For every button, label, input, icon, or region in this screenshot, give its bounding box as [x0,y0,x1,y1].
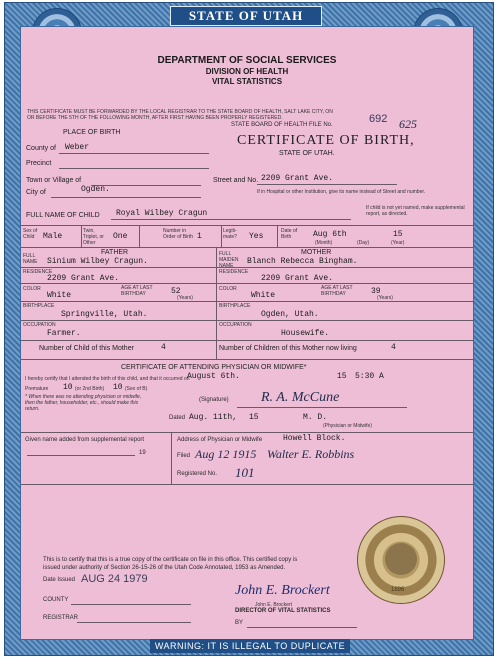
twin-label: Twin, Triplet, or Other [83,228,104,246]
children-living-value: 4 [391,343,396,352]
children-count-value: 4 [161,343,166,352]
father-occupation-value: Farmer. [47,329,81,338]
attending-year: 15 [337,372,347,381]
place-heading: PLACE OF BIRTH [63,129,121,136]
supplemental-date: 19 [139,450,146,456]
dated-label: Dated [169,415,186,421]
father-occupation-label: OCCUPATION [23,322,56,328]
father-residence-value: 2209 Grant Ave. [47,274,120,283]
by-label: BY [235,620,244,626]
mother-color-value: White [251,291,276,300]
county-footer-label: COUNTY [43,597,69,603]
mother-color-label: COLOR [219,286,237,292]
month-label: (Month) [315,240,333,246]
department-name: DEPARTMENT OF SOCIAL SERVICES [157,55,337,66]
premature-label: Premature [25,386,49,392]
hospital-note: If in Hospital or other Institution, give its name instead of Street and number. [257,189,426,195]
father-birthplace-value: Springville, Utah. [61,310,148,319]
premature-weeks: 10 [63,383,73,392]
city-label: City of [26,189,46,196]
signature-label: (Signature) [199,397,229,403]
certificate-title: CERTIFICATE OF BIRTH, [237,133,415,148]
mother-heading: MOTHER [301,249,332,256]
father-birthplace-label: BIRTHPLACE [23,303,55,309]
birth-year-value: 15 [393,230,403,239]
twin-value: One [113,232,128,241]
birth-order-label: Number in Order of Birth [163,228,194,240]
mother-name-label: FULL MAIDEN NAME [219,251,239,269]
birth-order-value: 1 [197,232,202,241]
state-banner: STATE OF UTAH [170,6,322,26]
file-number-label: STATE BOARD OF HEALTH FILE No. [231,122,333,128]
mother-residence-label: RESIDENCE [219,269,249,275]
county-label: County of [26,145,56,152]
mother-residence-value: 2209 Grant Ave. [261,274,334,283]
seal-year: 1896 [391,587,405,593]
date-issued-value: AUG 24 1979 [81,573,148,585]
filed-signature: Walter E. Robbins [267,447,355,461]
file-number-hand: 625 [399,117,417,131]
attending-time: 5:30 A [355,372,384,381]
precinct-label: Precinct [26,160,52,167]
father-age-value: 52 [171,287,181,296]
sex-label: Sex of Child [23,228,38,240]
mother-name-value: Blanch Rebecca Bingham. [247,257,358,266]
mother-occupation-value: Housewife. [281,329,330,338]
address-value: Howell Block. [283,434,346,443]
children-living-label: Number of Children of this Mother now living [219,345,357,352]
father-color-value: White [47,291,72,300]
mother-birthplace-value: Ogden, Utah. [261,310,319,319]
certify-line-1: This is to certify that this is a true copy of the certificate on file in this office. This certified copy is [43,557,298,563]
director-name: John E. Brockert [255,602,292,608]
filed-date: Aug 12 1915 [195,447,257,461]
registrar-footer-label: REGISTRAR [43,615,79,621]
date-issued-label: Date Issued [43,577,76,583]
mother-age-value: 39 [371,287,381,296]
director-signature: John E. Brockert [235,583,330,598]
city-value: Ogden. [81,185,110,194]
filed-label: Filed [177,453,191,459]
father-age-label: AGE AT LAST BIRTHDAY [121,285,153,297]
physician-title: M. D. [303,413,328,422]
child-name-note: If child is not yet named, make supplemental report, as directed. [366,205,465,217]
attending-note: * When there was no attending physician or midwife, then the father, householder, etc., should make this return. [25,394,142,412]
warning-banner: WARNING: IT IS ILLEGAL TO DUPLICATE THIS COPY [150,639,350,653]
dated-value: Aug. 11th, [189,413,238,422]
premature-months: 10 [113,383,123,392]
town-label: Town or Village of [26,177,82,184]
mother-birthplace-label: BIRTHPLACE [219,303,251,309]
father-color-label: COLOR [23,286,41,292]
sex-value: Male [43,232,63,241]
months-label: (Sex of B) [125,386,148,392]
division-name: DIVISION OF HEALTH [205,67,289,76]
notice-line-1: THIS CERTIFICATE MUST BE FORWARDED BY THE LOCAL REGISTRAR TO THE STATE BOARD OF HEALTH, SALT LAKE CITY, ON [27,109,333,115]
director-title: DIRECTOR OF VITAL STATISTICS [235,608,331,614]
legitimate-label: Legiti- mate? [223,228,237,240]
street-value: 2209 Grant Ave. [261,174,334,183]
physician-signature: R. A. McCune [261,390,340,405]
dated-year: 15 [249,413,259,422]
birth-date-label: Date of Birth [281,228,298,240]
father-name-value: Sinium Wilbey Cragun. [47,257,148,266]
children-count-label: Number of Child of this Mother [39,345,134,352]
child-name-value: Royal Wilbey Cragun [116,209,208,218]
mother-age-label: AGE AT LAST BIRTHDAY [321,285,353,297]
street-label: Street and No. [213,177,259,184]
attending-heading: CERTIFICATE OF ATTENDING PHYSICIAN OR MIDWIFE* [121,364,307,371]
mother-years-label: (Years) [377,295,393,301]
county-value: Weber [65,143,90,152]
birth-date-value: Aug 6th [313,230,347,239]
attending-birth-date: August 6th. [187,372,240,381]
legitimate-value: Yes [249,232,264,241]
day-label: (Day) [357,240,370,246]
father-years-label: (Years) [177,295,193,301]
file-number-stamp: 692 [369,113,388,125]
state-seal-icon [357,516,445,604]
father-heading: FATHER [101,249,129,256]
address-label: Address of Physician or Midwife [177,437,263,443]
physician-title-label: (Physician or Midwife) [323,423,372,429]
certificate-subtitle: STATE OF UTAH. [279,150,335,157]
mother-occupation-label: OCCUPATION [219,322,252,328]
year-label: (Year) [391,240,405,246]
attending-line-1: I hereby certify that I attended the birth of this child, and that it occurred on [25,376,190,382]
office-name: VITAL STATISTICS [211,77,283,86]
certify-line-2: issued under authority of Section 26-15-26 of the Utah Code Annotated, 1953 as Amended. [43,565,286,571]
father-name-label: FULL NAME [23,253,38,265]
father-residence-label: RESIDENCE [23,269,53,275]
registered-number: 101 [235,465,255,480]
notice-line-2: OR BEFORE THE 5TH OF THE FOLLOWING MONTH, AFTER FIRST HAVING BEEN PROPERLY REGISTERED. [27,115,283,121]
child-name-label: FULL NAME OF CHILD [26,212,100,219]
registered-label: Registered No. [177,471,218,477]
supplemental-label: Given name added from supplemental report [25,437,145,443]
weight-note: (or 2nd Birth) [75,386,105,392]
